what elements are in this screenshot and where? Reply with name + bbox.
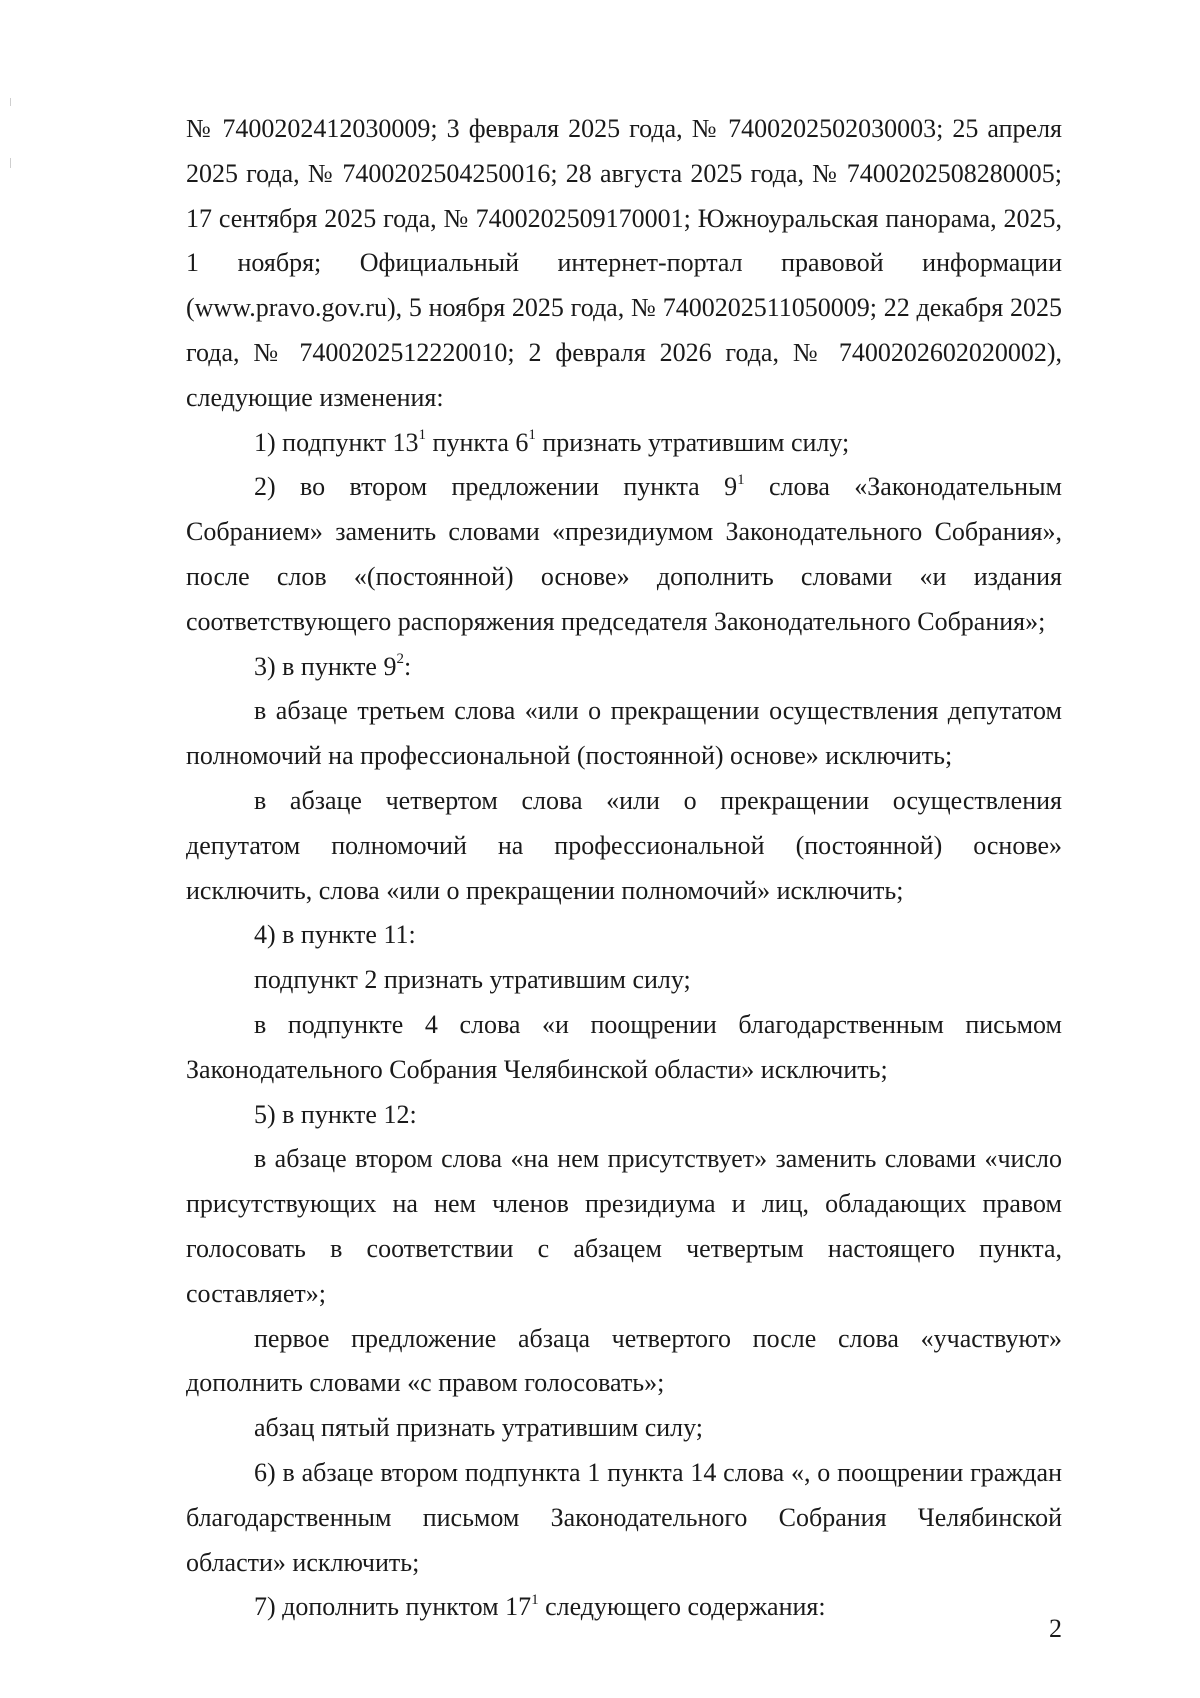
paragraph-2-text: 1) подпункт 13 [254,427,419,457]
scan-edge-mark-top [10,98,11,106]
superscript-2: 2 [396,650,404,667]
superscript-1: 1 [418,426,427,443]
superscript-1: 1 [531,1591,539,1608]
paragraph-14: 6) в абзаце втором подпункта 1 пункта 14 слова «, о поощрении граждан благодарственным письмом Законодательного Собрания Челябинской области» исключить; [186,1457,1062,1577]
paragraph-4-text: 3) в пункте 9 [254,651,397,681]
paragraph-5: в абзаце третьем слова «или о прекращении осуществления депутатом полномочий на профессиональной (постоянной) основе» исключить; [186,696,1062,771]
paragraph-7: 4) в пункте 11: [254,920,416,950]
scan-edge-mark-bottom [10,158,11,168]
paragraph-12: первое предложение абзаца четвертого после слова «участвуют» дополнить словами «с правом голосовать»; [186,1323,1062,1398]
paragraph-3 [186,465,1062,644]
paragraph-4 [186,645,1062,690]
superscript-1: 1 [528,426,536,443]
paragraph-15 [186,1585,1062,1630]
superscript-1: 1 [737,471,745,488]
paragraph-8: подпункт 2 признать утратившим силу; [254,965,691,995]
paragraph-9: в подпункте 4 слова «и поощрении благодарственным письмом Законодательного Собрания Челябинской области» исключить; [186,1009,1062,1084]
paragraph-15-text: 7) дополнить пунктом 17 [254,1592,532,1622]
paragraph-6: в абзаце четвертом слова «или о прекращении осуществления депутатом полномочий на профессиональной (постоянной) основе» исключить, слова «или о прекращении полномочий» исключить; [186,785,1062,905]
paragraph-2 [186,421,1062,466]
paragraph-10: 5) в пункте 12: [254,1099,417,1129]
paragraph-13: абзац пятый признать утратившим силу; [254,1413,704,1443]
paragraph-11: в абзаце втором слова «на нем присутствует» заменить словами «число присутствующих на нем членов президиума и лиц, обладающих правом голосовать в соответствии с абзацем четвертым настоящего пункта, составляет»; [186,1144,1062,1308]
document-body [186,107,1062,1630]
page-number: 2 [1049,1614,1062,1643]
paragraph-15-text-end: следующего содержания: [538,1592,826,1622]
paragraph-2-text-middle: пункта 6 [426,427,529,457]
paragraph-4-text-end: : [403,651,412,681]
paragraph-2-text-end: признать утратившим силу; [535,427,850,457]
paragraph-1: № 7400202412030009; 3 февраля 2025 года, № 7400202502030003; 25 апреля 2025 года, № 7400202504250016; 28 августа 2025 года, № 7400202508280005; 17 сентября 2025 года, № 7400202509170001; Южноуральская панорама, 2025, 1 ноября; Официальный интернет-портал правовой информации (www.pravo.gov.ru), 5 ноября 2025 года, № 7400202511050009; 22 декабря 2025 года, № 7400202512220010; 2 февраля 2026 года, № 7400202602020002), следующие изменения: [186,114,1062,412]
paragraph-3-text: 2) во втором предложении пункта 9 [254,472,738,502]
paragraph-3-text-end: слова «Законодательным Собранием» заменить словами «президиумом Законодательного Собрания», после слов «(постоянной) основе» дополнить словами «и издания соответствующего распоряжения председателя Законодательного Собрания»; [186,472,1062,636]
